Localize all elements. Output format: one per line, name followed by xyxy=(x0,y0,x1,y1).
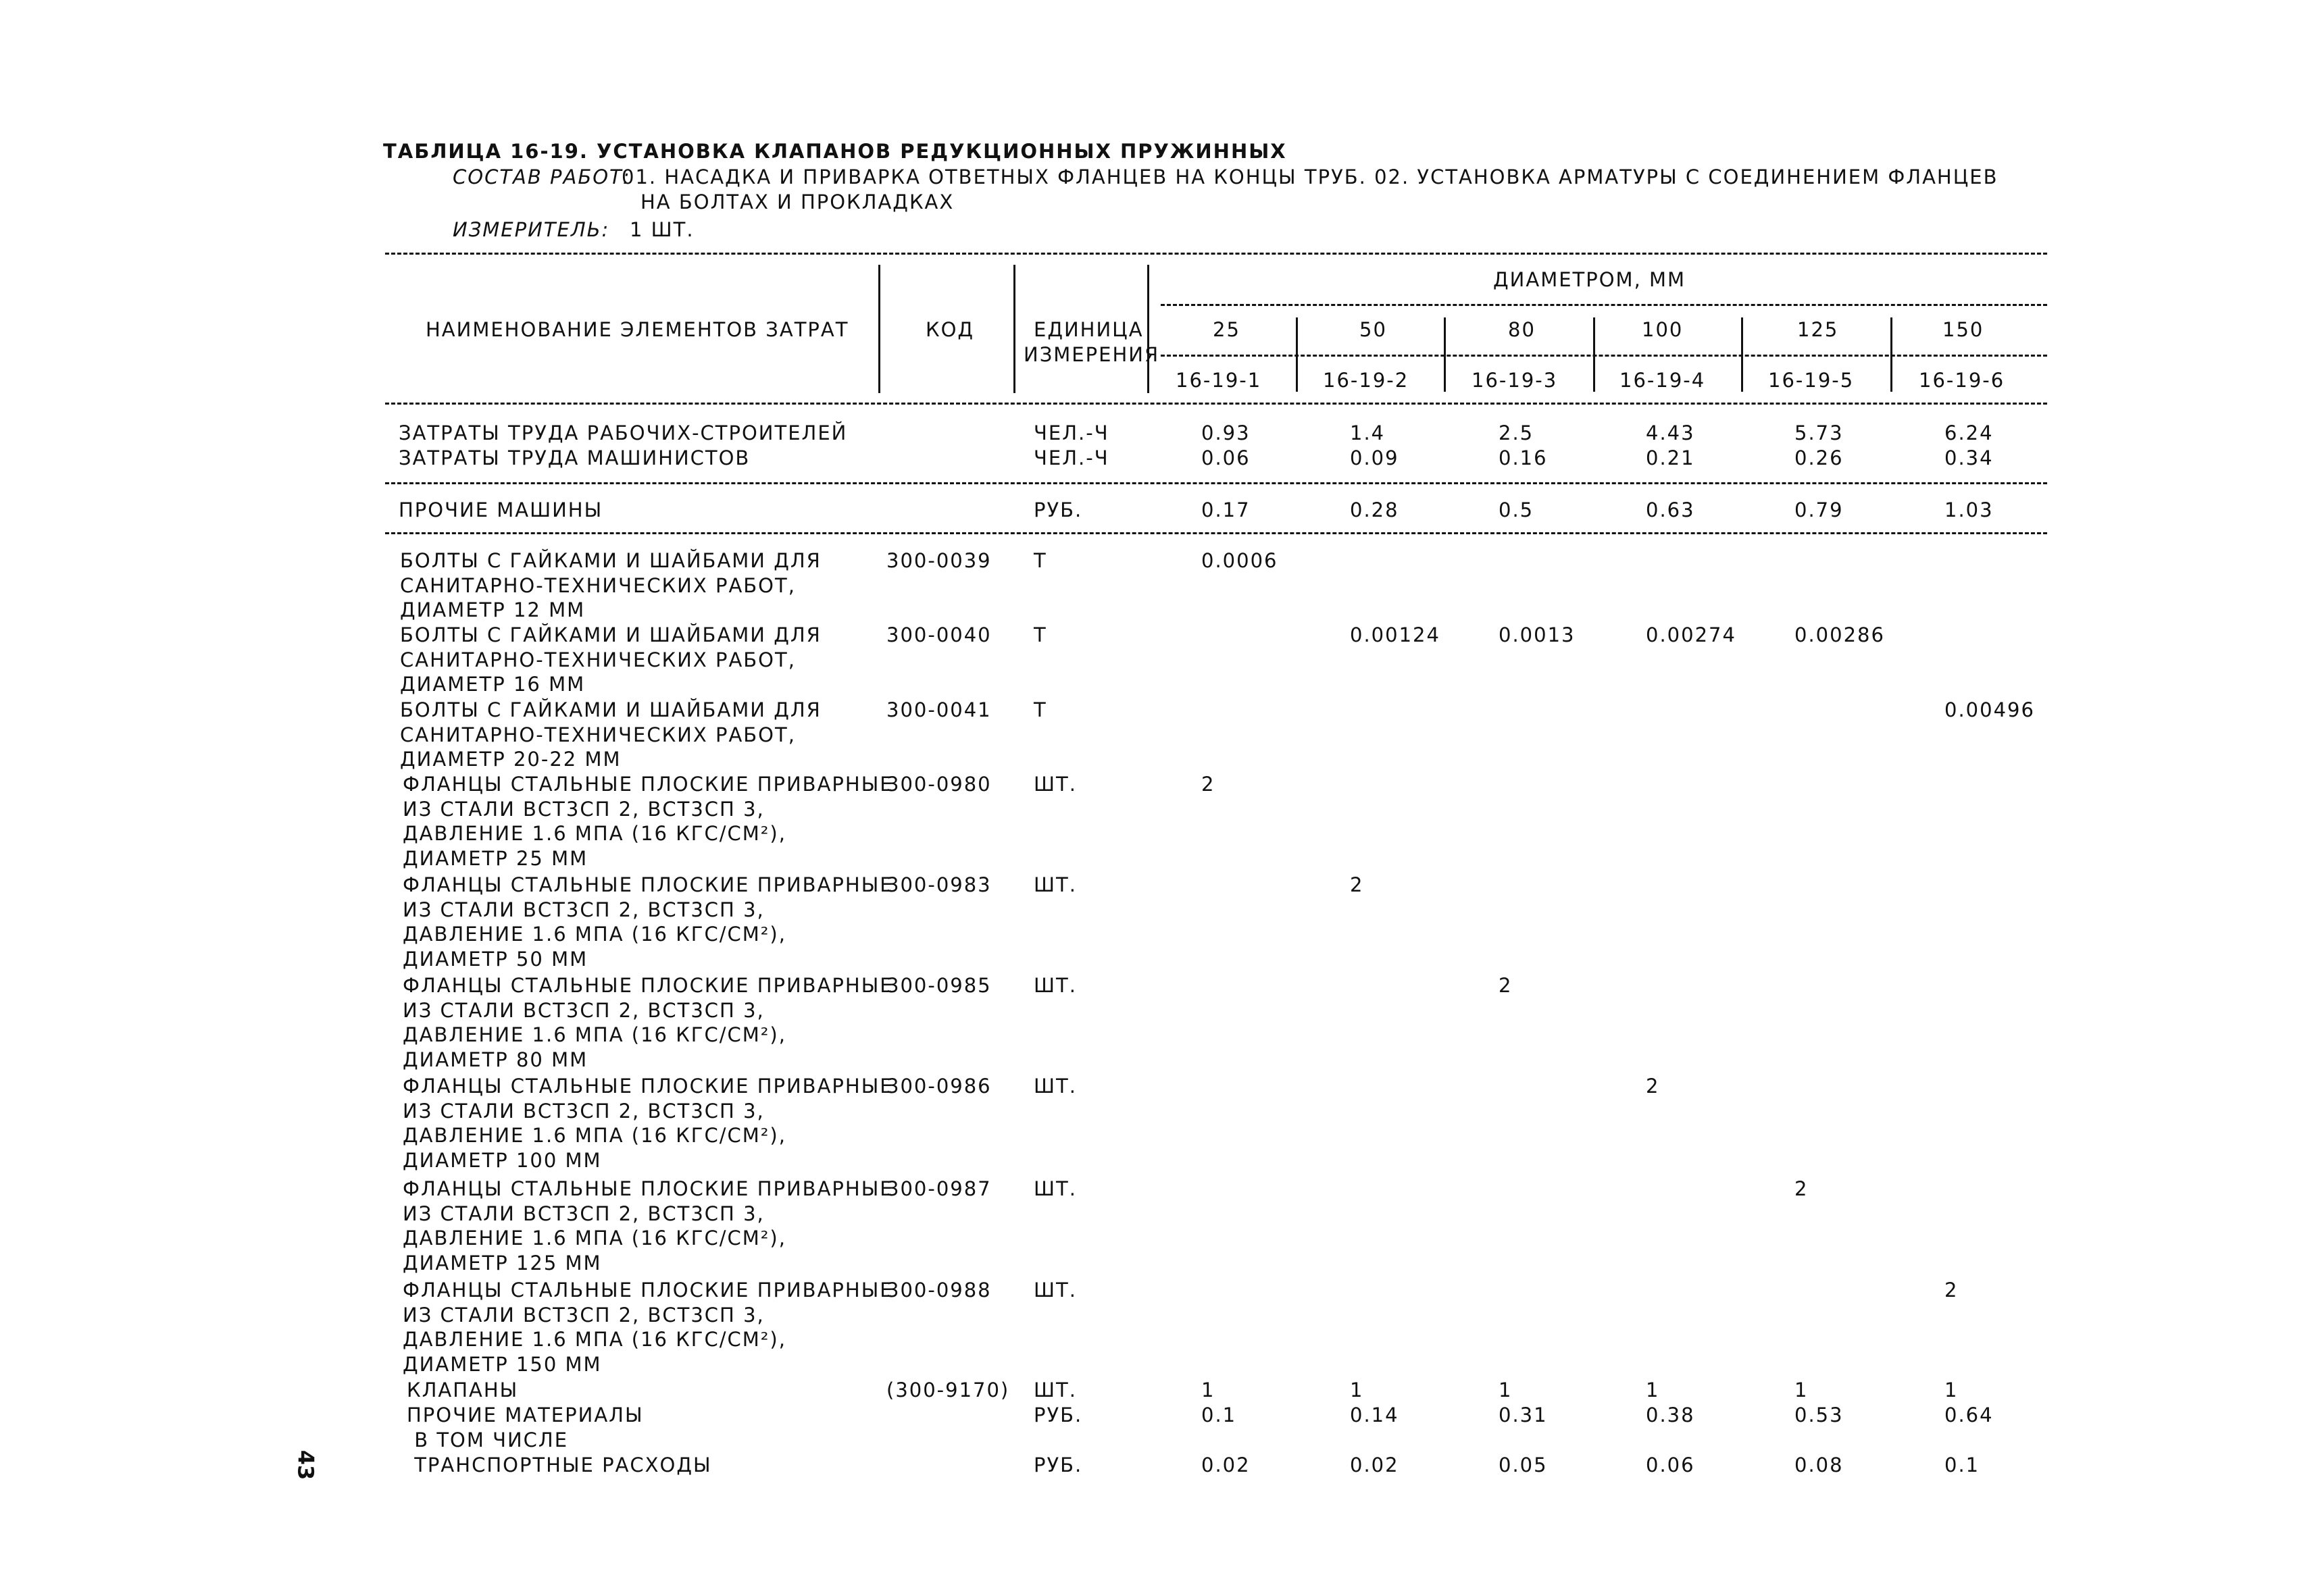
row-14-name: ПРОЧИЕ МАТЕРИАЛЫ xyxy=(407,1404,644,1426)
row-16-value-col-5: 0.08 xyxy=(1794,1453,1844,1476)
row-16-value-col-6: 0.1 xyxy=(1944,1453,1980,1476)
row-9-unit: ШТ. xyxy=(1034,974,1077,997)
row-5-value-col-3: 0.0013 xyxy=(1499,623,1576,646)
row-1-value-col-3: 2.5 xyxy=(1499,421,1534,444)
row-16-value-col-1: 0.02 xyxy=(1201,1453,1251,1476)
row-14-value-col-3: 0.31 xyxy=(1499,1404,1548,1426)
row-5-unit: Т xyxy=(1034,623,1047,646)
machines-bottom-rule xyxy=(385,532,2047,534)
row-15-name: В ТОМ ЧИСЛЕ xyxy=(407,1428,569,1451)
row-1-value-col-5: 5.73 xyxy=(1794,421,1844,444)
table-title: ТАБЛИЦА 16-19. УСТАНОВКА КЛАПАНОВ РЕДУКЦИОННЫХ ПРУЖИННЫХ xyxy=(383,140,1287,163)
header-name: НАИМЕНОВАНИЕ ЭЛЕМЕНТОВ ЗАТРАТ xyxy=(426,318,849,341)
header-diameter-125: 125 xyxy=(1797,318,1839,341)
row-1-unit: ЧЕЛ.-Ч xyxy=(1034,421,1109,444)
header-diameter-50: 50 xyxy=(1359,318,1387,341)
header-divider-col-3 xyxy=(1444,317,1446,392)
row-9-code: 300-0985 xyxy=(886,974,992,997)
header-code-16-19-3: 16-19-3 xyxy=(1472,369,1558,392)
row-7-value-col-1: 2 xyxy=(1201,773,1215,796)
row-14-value-col-1: 0.1 xyxy=(1201,1404,1237,1426)
header-diameter-100: 100 xyxy=(1642,318,1684,341)
row-1-value-col-4: 4.43 xyxy=(1646,421,1695,444)
row-3-value-col-3: 0.5 xyxy=(1499,498,1534,521)
measure-unit-value: 1 ШТ. xyxy=(630,218,695,241)
row-6-name: БОЛТЫ С ГАЙКАМИ И ШАЙБАМИ ДЛЯ САНИТАРНО-ТЕХНИЧЕСКИХ РАБОТ, ДИАМЕТР 20-22 ММ xyxy=(400,698,822,771)
row-7-name: ФЛАНЦЫ СТАЛЬНЫЕ ПЛОСКИЕ ПРИВАРНЫЕ ИЗ СТАЛИ ВСТ3СП 2, ВСТ3СП 3, ДАВЛЕНИЕ 1.6 МПА (16 КГС/СМ²), ДИАМЕТР 25 ММ xyxy=(403,773,894,870)
row-12-value-col-6: 2 xyxy=(1944,1279,1959,1302)
header-divider-unit xyxy=(1147,265,1149,393)
header-divider-col-5 xyxy=(1741,317,1743,392)
row-8-code: 300-0983 xyxy=(886,873,992,896)
header-code-16-19-2: 16-19-2 xyxy=(1323,369,1409,392)
row-11-value-col-5: 2 xyxy=(1794,1177,1809,1200)
row-16-value-col-4: 0.06 xyxy=(1646,1453,1695,1476)
measure-unit-label: ИЗМЕРИТЕЛЬ: xyxy=(453,218,610,241)
row-14-value-col-4: 0.38 xyxy=(1646,1404,1695,1426)
row-7-unit: ШТ. xyxy=(1034,773,1077,796)
row-13-unit: ШТ. xyxy=(1034,1379,1077,1401)
row-5-value-col-4: 0.00274 xyxy=(1646,623,1736,646)
row-3-name: ПРОЧИЕ МАШИНЫ xyxy=(399,498,603,521)
header-code-16-19-5: 16-19-5 xyxy=(1768,369,1855,392)
row-10-name: ФЛАНЦЫ СТАЛЬНЫЕ ПЛОСКИЕ ПРИВАРНЫЕ ИЗ СТАЛИ ВСТ3СП 2, ВСТ3СП 3, ДАВЛЕНИЕ 1.6 МПА (16 КГС/СМ²), ДИАМЕТР 100 ММ xyxy=(403,1075,894,1172)
row-2-value-col-6: 0.34 xyxy=(1944,446,1994,469)
header-diameter: ДИАМЕТРОМ, ММ xyxy=(1493,268,1686,291)
code-subrule xyxy=(1161,355,2047,357)
header-diameter-80: 80 xyxy=(1508,318,1536,341)
row-1-name: ЗАТРАТЫ ТРУДА РАБОЧИХ-СТРОИТЕЛЕЙ xyxy=(399,421,848,444)
row-4-value-col-1: 0.0006 xyxy=(1201,549,1278,572)
header-divider-code xyxy=(1013,265,1015,393)
row-4-code: 300-0039 xyxy=(886,549,992,572)
header-diameter-25: 25 xyxy=(1213,318,1240,341)
row-5-code: 300-0040 xyxy=(886,623,992,646)
row-5-value-col-5: 0.00286 xyxy=(1794,623,1885,646)
row-16-unit: РУБ. xyxy=(1034,1453,1083,1476)
row-14-value-col-5: 0.53 xyxy=(1794,1404,1844,1426)
row-8-unit: ШТ. xyxy=(1034,873,1077,896)
row-9-value-col-3: 2 xyxy=(1499,974,1513,997)
row-13-value-col-4: 1 xyxy=(1646,1379,1660,1401)
page-number: 43 xyxy=(293,1449,319,1481)
row-14-value-col-6: 0.64 xyxy=(1944,1404,1994,1426)
header-bottom-rule xyxy=(385,403,2047,405)
row-5-name: БОЛТЫ С ГАЙКАМИ И ШАЙБАМИ ДЛЯ САНИТАРНО-ТЕХНИЧЕСКИХ РАБОТ, ДИАМЕТР 16 ММ xyxy=(400,623,822,696)
row-3-value-col-6: 1.03 xyxy=(1944,498,1994,521)
row-13-value-col-2: 1 xyxy=(1350,1379,1364,1401)
row-3-value-col-5: 0.79 xyxy=(1794,498,1844,521)
row-3-value-col-1: 0.17 xyxy=(1201,498,1251,521)
row-1-value-col-6: 6.24 xyxy=(1944,421,1994,444)
header-diameter-150: 150 xyxy=(1942,318,1984,341)
header-divider-col-2 xyxy=(1296,317,1298,392)
row-12-name: ФЛАНЦЫ СТАЛЬНЫЕ ПЛОСКИЕ ПРИВАРНЫЕ ИЗ СТАЛИ ВСТ3СП 2, ВСТ3СП 3, ДАВЛЕНИЕ 1.6 МПА (16 КГС/СМ²), ДИАМЕТР 150 ММ xyxy=(403,1279,894,1376)
header-divider-col-4 xyxy=(1593,317,1595,392)
row-2-value-col-3: 0.16 xyxy=(1499,446,1548,469)
row-12-code: 300-0988 xyxy=(886,1279,992,1302)
row-3-value-col-2: 0.28 xyxy=(1350,498,1399,521)
row-13-value-col-1: 1 xyxy=(1201,1379,1215,1401)
row-10-value-col-4: 2 xyxy=(1646,1075,1660,1098)
header-code-16-19-1: 16-19-1 xyxy=(1176,369,1262,392)
work-composition-line-2: НА БОЛТАХ И ПРОКЛАДКАХ xyxy=(640,190,955,213)
header-code-16-19-6: 16-19-6 xyxy=(1919,369,2005,392)
labor-bottom-rule xyxy=(385,482,2047,484)
row-6-value-col-6: 0.00496 xyxy=(1944,698,2035,721)
row-11-code: 300-0987 xyxy=(886,1177,992,1200)
row-2-value-col-1: 0.06 xyxy=(1201,446,1251,469)
row-13-value-col-3: 1 xyxy=(1499,1379,1513,1401)
row-8-value-col-2: 2 xyxy=(1350,873,1364,896)
work-composition-label: СОСТАВ РАБОТ: xyxy=(453,165,631,188)
header-code: КОД xyxy=(926,318,975,341)
row-14-value-col-2: 0.14 xyxy=(1350,1404,1399,1426)
row-9-name: ФЛАНЦЫ СТАЛЬНЫЕ ПЛОСКИЕ ПРИВАРНЫЕ ИЗ СТАЛИ ВСТ3СП 2, ВСТ3СП 3, ДАВЛЕНИЕ 1.6 МПА (16 КГС/СМ²), ДИАМЕТР 80 ММ xyxy=(403,974,894,1071)
diameter-subrule xyxy=(1161,304,2047,306)
row-16-value-col-3: 0.05 xyxy=(1499,1453,1548,1476)
row-11-unit: ШТ. xyxy=(1034,1177,1077,1200)
row-16-name: ТРАНСПОРТНЫЕ РАСХОДЫ xyxy=(407,1453,712,1476)
row-10-unit: ШТ. xyxy=(1034,1075,1077,1098)
row-4-name: БОЛТЫ С ГАЙКАМИ И ШАЙБАМИ ДЛЯ САНИТАРНО-ТЕХНИЧЕСКИХ РАБОТ, ДИАМЕТР 12 ММ xyxy=(400,549,822,621)
row-7-code: 300-0980 xyxy=(886,773,992,796)
row-2-value-col-2: 0.09 xyxy=(1350,446,1399,469)
row-16-value-col-2: 0.02 xyxy=(1350,1453,1399,1476)
header-unit-line-2: ИЗМЕРЕНИЯ xyxy=(1024,343,1160,366)
work-composition-line-1: 01. НАСАДКА И ПРИВАРКА ОТВЕТНЫХ ФЛАНЦЕВ НА КОНЦЫ ТРУБ. 02. УСТАНОВКА АРМАТУРЫ С СОЕДИНЕНИЕМ ФЛАНЦЕВ xyxy=(622,165,1998,188)
row-2-value-col-5: 0.26 xyxy=(1794,446,1844,469)
row-12-unit: ШТ. xyxy=(1034,1279,1077,1302)
row-6-code: 300-0041 xyxy=(886,698,992,721)
row-11-name: ФЛАНЦЫ СТАЛЬНЫЕ ПЛОСКИЕ ПРИВАРНЫЕ ИЗ СТАЛИ ВСТ3СП 2, ВСТ3СП 3, ДАВЛЕНИЕ 1.6 МПА (16 КГС/СМ²), ДИАМЕТР 125 ММ xyxy=(403,1177,894,1275)
header-divider-col-6 xyxy=(1890,317,1892,392)
row-13-name: КЛАПАНЫ xyxy=(407,1379,519,1401)
row-14-unit: РУБ. xyxy=(1034,1404,1083,1426)
header-divider-name xyxy=(878,265,880,393)
row-3-unit: РУБ. xyxy=(1034,498,1083,521)
row-8-name: ФЛАНЦЫ СТАЛЬНЫЕ ПЛОСКИЕ ПРИВАРНЫЕ ИЗ СТАЛИ ВСТ3СП 2, ВСТ3СП 3, ДАВЛЕНИЕ 1.6 МПА (16 КГС/СМ²), ДИАМЕТР 50 ММ xyxy=(403,873,894,971)
row-3-value-col-4: 0.63 xyxy=(1646,498,1695,521)
row-2-value-col-4: 0.21 xyxy=(1646,446,1695,469)
row-13-value-col-5: 1 xyxy=(1794,1379,1809,1401)
row-13-code: (300-9170) xyxy=(886,1379,1010,1401)
table-top-rule xyxy=(385,253,2047,255)
row-13-value-col-6: 1 xyxy=(1944,1379,1959,1401)
row-2-name: ЗАТРАТЫ ТРУДА МАШИНИСТОВ xyxy=(399,446,751,469)
row-4-unit: Т xyxy=(1034,549,1047,572)
row-6-unit: Т xyxy=(1034,698,1047,721)
header-unit-line-1: ЕДИНИЦА xyxy=(1034,318,1144,341)
row-10-code: 300-0986 xyxy=(886,1075,992,1098)
row-5-value-col-2: 0.00124 xyxy=(1350,623,1440,646)
header-code-16-19-4: 16-19-4 xyxy=(1619,369,1706,392)
row-1-value-col-2: 1.4 xyxy=(1350,421,1386,444)
row-2-unit: ЧЕЛ.-Ч xyxy=(1034,446,1109,469)
row-1-value-col-1: 0.93 xyxy=(1201,421,1251,444)
